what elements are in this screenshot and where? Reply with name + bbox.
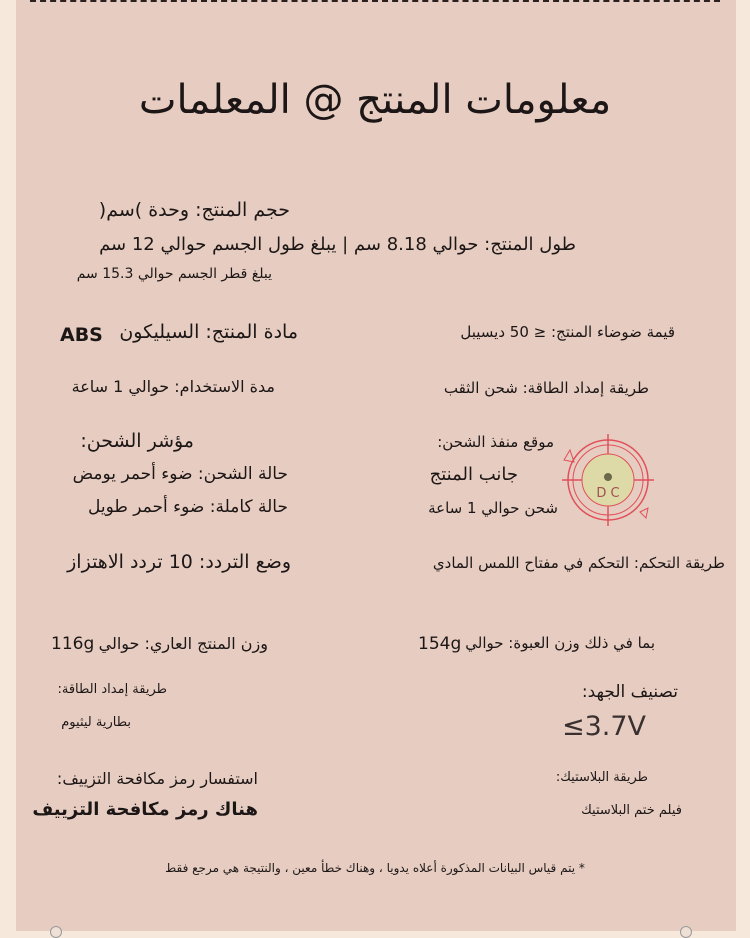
battery-label: طريقة إمداد الطاقة:	[57, 682, 167, 697]
voltage-value: ≤3.7V	[562, 711, 647, 742]
control-method: طريقة التحكم: التحكم في مفتاح اللمس المادي	[432, 554, 725, 572]
plastic-value: فيلم ختم البلاستيك	[581, 803, 682, 818]
charge-time: شحن حوالي 1 ساعة	[428, 499, 558, 517]
frequency-mode: وضع التردد: 10 تردد الاهتزاز	[67, 551, 291, 573]
top-dashed-divider	[30, 0, 720, 2]
noise-value: قيمة ضوضاء المنتج: ≤ 50 ديسيبل	[460, 323, 675, 341]
footnote: * يتم قياس البيانات المذكورة أعلاه يدويا ، وهناك خطأ معين ، والنتيجة هي مرجع فقط	[165, 861, 585, 875]
usage-duration: مدة الاستخدام: حوالي 1 ساعة	[71, 377, 275, 396]
power-method: طريقة إمداد الطاقة: شحن الثقب	[443, 379, 649, 397]
dc-label: D C	[596, 486, 620, 501]
anti-fake-value: هناك رمز مكافحة التزييف	[32, 799, 258, 820]
package-weight-label: بما في ذلك وزن العبوة: حوالي	[465, 634, 655, 652]
charge-port-position: جانب المنتج	[429, 464, 518, 485]
charge-indicator-label: مؤشر الشحن:	[80, 430, 194, 452]
net-weight-label: وزن المنتج العاري: حوالي	[98, 634, 268, 653]
battery-value: بطارية ليثيوم	[61, 715, 131, 730]
plastic-label: طريقة البلاستيك:	[555, 770, 648, 785]
corner-dot-left	[50, 926, 62, 938]
charge-port-label: موقع منفذ الشحن:	[437, 433, 554, 451]
page-title: معلومات المنتج @ المعلمات	[138, 77, 612, 123]
charge-indicator-charging: حالة الشحن: ضوء أحمر يومض	[72, 464, 288, 484]
material-value: ABS	[60, 324, 103, 346]
size-diameter: يبلغ قطر الجسم حوالي 15.3 سم	[76, 266, 272, 282]
package-weight-value: 154g	[418, 634, 462, 654]
size-label: حجم المنتج: وحدة )سم(	[98, 199, 290, 221]
center-dot	[604, 473, 612, 481]
size-length: طول المنتج: حوالي 8.18 سم | يبلغ طول الجسم حوالي 12 سم	[99, 234, 576, 255]
dc-port-icon	[560, 432, 656, 528]
charge-indicator-full: حالة كاملة: ضوء أحمر طويل	[87, 497, 288, 517]
anti-fake-label: استفسار رمز مكافحة التزييف:	[56, 769, 258, 788]
material-label: مادة المنتج: السيليكون	[119, 321, 298, 343]
corner-dot-right	[680, 926, 692, 938]
net-weight-value: 116g	[51, 634, 95, 654]
voltage-label: تصنيف الجهد:	[581, 682, 678, 702]
decor-triangle-bottom	[640, 508, 648, 518]
